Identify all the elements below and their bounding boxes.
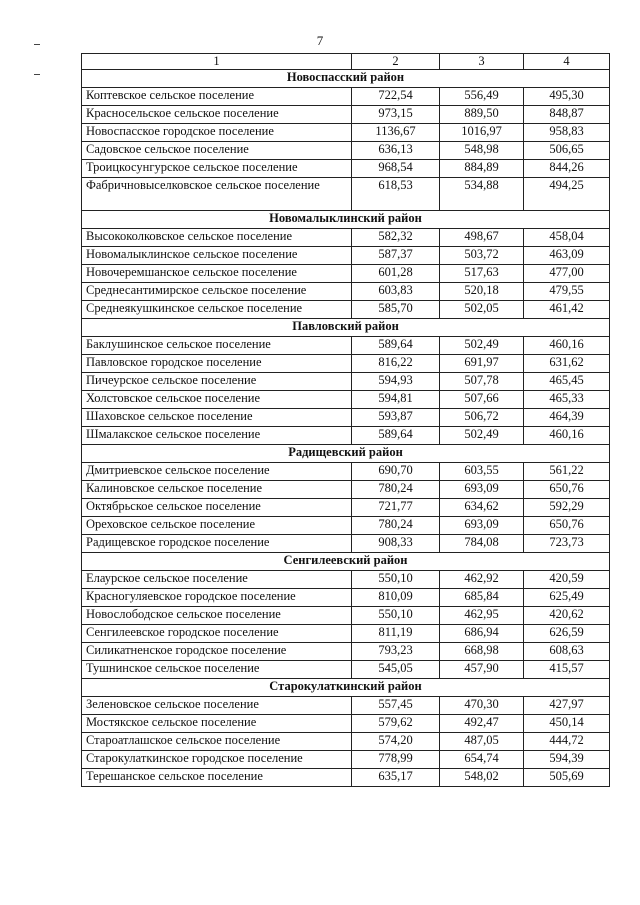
value-cell-col2: 968,54: [352, 160, 440, 178]
value-cell-col4: 494,25: [524, 178, 610, 211]
table-row: [82, 106, 610, 124]
settlement-name-cell: Холстовское сельское поселение: [82, 391, 352, 409]
value-cell-col3: 784,08: [440, 535, 524, 553]
table-row: [82, 229, 610, 247]
value-cell-col4: 958,83: [524, 124, 610, 142]
table-row: [82, 643, 610, 661]
district-header-row: [82, 445, 610, 463]
table-row: [82, 265, 610, 283]
table-row: [82, 697, 610, 715]
column-number-row: [82, 54, 610, 70]
settlement-name-cell: Елаурское сельское поселение: [82, 571, 352, 589]
value-cell-col4: 594,39: [524, 751, 610, 769]
settlement-name-cell: Троицкосунгурское сельское поселение: [82, 160, 352, 178]
value-cell-col3: 506,72: [440, 409, 524, 427]
value-cell-col2: 594,93: [352, 373, 440, 391]
value-cell-col2: 550,10: [352, 607, 440, 625]
value-cell-col3: 548,02: [440, 769, 524, 787]
settlement-name-cell: Новочеремшанское сельское поселение: [82, 265, 352, 283]
settlement-name-cell: Радищевское городское поселение: [82, 535, 352, 553]
settlement-name-cell: Шаховское сельское поселение: [82, 409, 352, 427]
table-row: [82, 499, 610, 517]
settlement-name-cell: Старокулаткинское городское поселение: [82, 751, 352, 769]
value-cell-col2: 593,87: [352, 409, 440, 427]
settlement-name-cell: Красногуляевское городское поселение: [82, 589, 352, 607]
value-cell-col4: 631,62: [524, 355, 610, 373]
value-cell-col4: 479,55: [524, 283, 610, 301]
value-cell-col3: 693,09: [440, 481, 524, 499]
value-cell-col3: 889,50: [440, 106, 524, 124]
value-cell-col4: 495,30: [524, 88, 610, 106]
value-cell-col4: 460,16: [524, 337, 610, 355]
value-cell-col3: 503,72: [440, 247, 524, 265]
settlement-name-cell: Новослободское сельское поселение: [82, 607, 352, 625]
value-cell-col3: 492,47: [440, 715, 524, 733]
settlement-name-cell: Фабричновыселковское сельское поселение: [82, 178, 352, 211]
value-cell-col3: 556,49: [440, 88, 524, 106]
district-title: Радищевский район: [82, 445, 610, 463]
settlement-name-cell: Баклушинское сельское поселение: [82, 337, 352, 355]
value-cell-col3: 534,88: [440, 178, 524, 211]
value-cell-col4: 460,16: [524, 427, 610, 445]
settlement-name-cell: Новоспасское городское поселение: [82, 124, 352, 142]
value-cell-col3: 1016,97: [440, 124, 524, 142]
district-header-row: [82, 70, 610, 88]
value-cell-col2: 778,99: [352, 751, 440, 769]
table-row: [82, 463, 610, 481]
value-cell-col4: 420,62: [524, 607, 610, 625]
settlement-name-cell: Октябрьское сельское поселение: [82, 499, 352, 517]
value-cell-col2: 618,53: [352, 178, 440, 211]
table-body: [82, 54, 610, 787]
value-cell-col4: 592,29: [524, 499, 610, 517]
value-cell-col4: 415,57: [524, 661, 610, 679]
table-row: [82, 247, 610, 265]
settlement-name-cell: Высококолковское сельское поселение: [82, 229, 352, 247]
district-title: Павловский район: [82, 319, 610, 337]
value-cell-col3: 517,63: [440, 265, 524, 283]
value-cell-col4: 427,97: [524, 697, 610, 715]
value-cell-col3: 502,49: [440, 427, 524, 445]
tariff-table: [81, 53, 610, 787]
table-row: [82, 733, 610, 751]
value-cell-col2: 721,77: [352, 499, 440, 517]
value-cell-col2: 793,23: [352, 643, 440, 661]
value-cell-col2: 908,33: [352, 535, 440, 553]
value-cell-col2: 780,24: [352, 517, 440, 535]
settlement-name-cell: Мостякское сельское поселение: [82, 715, 352, 733]
value-cell-col3: 470,30: [440, 697, 524, 715]
value-cell-col2: 780,24: [352, 481, 440, 499]
value-cell-col2: 722,54: [352, 88, 440, 106]
table-row: [82, 409, 610, 427]
value-cell-col3: 884,89: [440, 160, 524, 178]
value-cell-col4: 461,42: [524, 301, 610, 319]
table-row: [82, 715, 610, 733]
value-cell-col3: 686,94: [440, 625, 524, 643]
value-cell-col2: 579,62: [352, 715, 440, 733]
table-row: [82, 571, 610, 589]
value-cell-col3: 548,98: [440, 142, 524, 160]
settlement-name-cell: Шмалакское сельское поселение: [82, 427, 352, 445]
table-row: [82, 337, 610, 355]
value-cell-col3: 691,97: [440, 355, 524, 373]
table-row: [82, 769, 610, 787]
table-row: [82, 301, 610, 319]
district-header-row: [82, 679, 610, 697]
value-cell-col2: 589,64: [352, 337, 440, 355]
value-cell-col4: 505,69: [524, 769, 610, 787]
value-cell-col4: 608,63: [524, 643, 610, 661]
value-cell-col4: 848,87: [524, 106, 610, 124]
value-cell-col2: 545,05: [352, 661, 440, 679]
table-row: [82, 607, 610, 625]
value-cell-col2: 603,83: [352, 283, 440, 301]
settlement-name-cell: Пичеурское сельское поселение: [82, 373, 352, 391]
district-title: Старокулаткинский район: [82, 679, 610, 697]
column-number: 1: [82, 54, 352, 70]
settlement-name-cell: Среднесантимирское сельское поселение: [82, 283, 352, 301]
column-number: 3: [440, 54, 524, 70]
table-row: [82, 373, 610, 391]
value-cell-col2: 587,37: [352, 247, 440, 265]
value-cell-col3: 502,49: [440, 337, 524, 355]
value-cell-col4: 464,39: [524, 409, 610, 427]
district-title: Сенгилеевский район: [82, 553, 610, 571]
value-cell-col3: 634,62: [440, 499, 524, 517]
value-cell-col4: 650,76: [524, 517, 610, 535]
settlement-name-cell: Красносельское сельское поселение: [82, 106, 352, 124]
value-cell-col2: 635,17: [352, 769, 440, 787]
value-cell-col3: 487,05: [440, 733, 524, 751]
value-cell-col2: 811,19: [352, 625, 440, 643]
table-row: [82, 481, 610, 499]
table-row: [82, 283, 610, 301]
settlement-name-cell: Силикатненское городское поселение: [82, 643, 352, 661]
value-cell-col3: 603,55: [440, 463, 524, 481]
table-row: [82, 751, 610, 769]
table-row: [82, 391, 610, 409]
table-row: [82, 88, 610, 106]
value-cell-col3: 502,05: [440, 301, 524, 319]
table-row: [82, 124, 610, 142]
value-cell-col2: 601,28: [352, 265, 440, 283]
value-cell-col4: 465,33: [524, 391, 610, 409]
value-cell-col3: 457,90: [440, 661, 524, 679]
value-cell-col3: 507,66: [440, 391, 524, 409]
settlement-name-cell: Коптевское сельское поселение: [82, 88, 352, 106]
value-cell-col4: 844,26: [524, 160, 610, 178]
value-cell-col2: 594,81: [352, 391, 440, 409]
district-title: Новомалыклинский район: [82, 211, 610, 229]
value-cell-col4: 561,22: [524, 463, 610, 481]
district-title: Новоспасский район: [82, 70, 610, 88]
settlement-name-cell: Павловское городское поселение: [82, 355, 352, 373]
value-cell-col2: 810,09: [352, 589, 440, 607]
value-cell-col2: 574,20: [352, 733, 440, 751]
value-cell-col4: 463,09: [524, 247, 610, 265]
value-cell-col2: 636,13: [352, 142, 440, 160]
value-cell-col2: 582,32: [352, 229, 440, 247]
margin-mark: [34, 44, 40, 45]
table-row: [82, 355, 610, 373]
settlement-name-cell: Ореховское сельское поселение: [82, 517, 352, 535]
value-cell-col4: 465,45: [524, 373, 610, 391]
value-cell-col3: 685,84: [440, 589, 524, 607]
value-cell-col2: 557,45: [352, 697, 440, 715]
settlement-name-cell: Калиновское сельское поселение: [82, 481, 352, 499]
value-cell-col4: 650,76: [524, 481, 610, 499]
table-row: [82, 625, 610, 643]
settlement-name-cell: Новомалыклинское сельское поселение: [82, 247, 352, 265]
settlement-name-cell: Садовское сельское поселение: [82, 142, 352, 160]
margin-mark: [34, 74, 40, 75]
table-row: [82, 517, 610, 535]
settlement-name-cell: Сенгилеевское городское поселение: [82, 625, 352, 643]
district-header-row: [82, 553, 610, 571]
value-cell-col4: 625,49: [524, 589, 610, 607]
settlement-name-cell: Тушнинское сельское поселение: [82, 661, 352, 679]
table-row: [82, 535, 610, 553]
value-cell-col3: 654,74: [440, 751, 524, 769]
value-cell-col2: 973,15: [352, 106, 440, 124]
value-cell-col4: 444,72: [524, 733, 610, 751]
value-cell-col3: 693,09: [440, 517, 524, 535]
value-cell-col2: 550,10: [352, 571, 440, 589]
value-cell-col4: 458,04: [524, 229, 610, 247]
table-row: [82, 142, 610, 160]
value-cell-col3: 498,67: [440, 229, 524, 247]
value-cell-col2: 589,64: [352, 427, 440, 445]
value-cell-col2: 816,22: [352, 355, 440, 373]
value-cell-col4: 626,59: [524, 625, 610, 643]
value-cell-col4: 420,59: [524, 571, 610, 589]
table-row: [82, 661, 610, 679]
value-cell-col3: 668,98: [440, 643, 524, 661]
value-cell-col3: 462,95: [440, 607, 524, 625]
value-cell-col4: 723,73: [524, 535, 610, 553]
settlement-name-cell: Зеленовское сельское поселение: [82, 697, 352, 715]
value-cell-col2: 585,70: [352, 301, 440, 319]
value-cell-col2: 690,70: [352, 463, 440, 481]
value-cell-col3: 462,92: [440, 571, 524, 589]
district-header-row: [82, 211, 610, 229]
table-row: [82, 178, 610, 211]
table-row: [82, 427, 610, 445]
value-cell-col3: 520,18: [440, 283, 524, 301]
settlement-name-cell: Староатлашское сельское поселение: [82, 733, 352, 751]
settlement-name-cell: Среднеякушкинское сельское поселение: [82, 301, 352, 319]
value-cell-col4: 506,65: [524, 142, 610, 160]
table-row: [82, 160, 610, 178]
page-number: 7: [316, 33, 324, 48]
settlement-name-cell: Терешанское сельское поселение: [82, 769, 352, 787]
value-cell-col4: 450,14: [524, 715, 610, 733]
column-number: 4: [524, 54, 610, 70]
value-cell-col2: 1136,67: [352, 124, 440, 142]
column-number: 2: [352, 54, 440, 70]
value-cell-col3: 507,78: [440, 373, 524, 391]
table-row: [82, 589, 610, 607]
settlement-name-cell: Дмитриевское сельское поселение: [82, 463, 352, 481]
value-cell-col4: 477,00: [524, 265, 610, 283]
district-header-row: [82, 319, 610, 337]
